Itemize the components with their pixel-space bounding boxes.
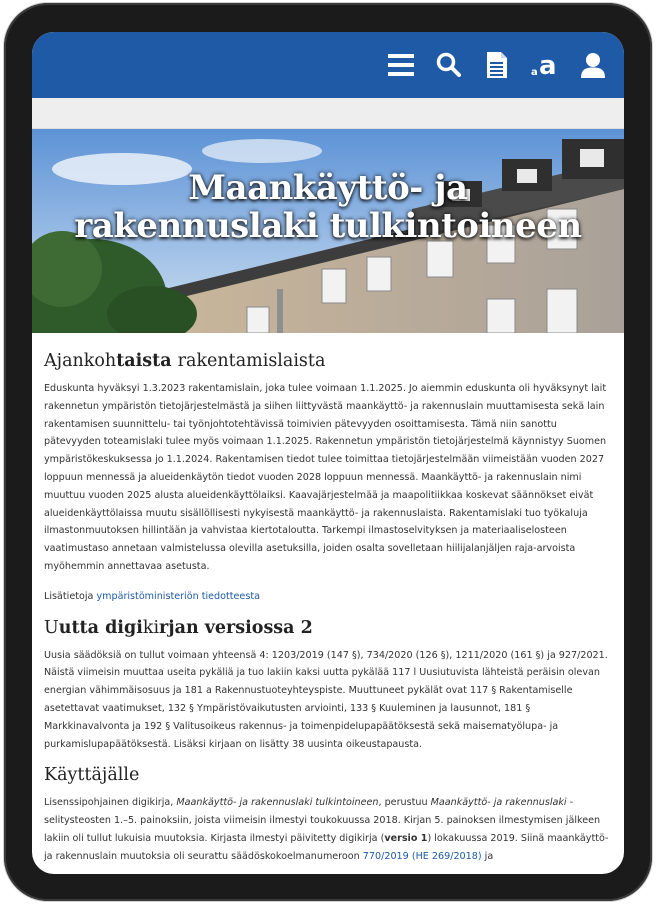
news-heading: Ajankohtaista rakentamislaista bbox=[44, 351, 326, 371]
version-heading: Uutta digikirjan versiossa 2 bbox=[44, 617, 313, 638]
tablet-screen bbox=[32, 32, 624, 874]
font-size-icon bbox=[530, 52, 560, 78]
statute-770-2019-link[interactable]: 770/2019 bbox=[362, 850, 409, 862]
search-icon bbox=[436, 52, 462, 78]
main-content bbox=[32, 333, 624, 866]
hero-title bbox=[32, 169, 624, 245]
he-269-2018-link[interactable]: (HE 269/2018) bbox=[411, 850, 482, 862]
document-list-icon bbox=[485, 51, 509, 79]
hero-title-line-2: rakennuslaki tulkintoineen bbox=[74, 206, 582, 246]
svg-text:a: a bbox=[539, 52, 557, 78]
font-size-button[interactable] bbox=[526, 45, 564, 85]
svg-text:a: a bbox=[531, 67, 538, 78]
menu-button[interactable] bbox=[382, 45, 420, 85]
search-button[interactable] bbox=[430, 45, 468, 85]
users-body: Lisenssipohjainen digikirja, Maankäyttö- ja rakennuslaki tulkintoineen, perustuu Maankäyttö- ja rakennuslaki -selitysteosten 1.–5. painoksiin, joista viimeisin ilmestyi toukokuussa 2018. Kirjan 5. painoksen ilmestymisen jälkeen lakiin oli tullut lukuisia muutoksia. Kirjasta ilmestyi päivitetty digikirja (versio 1) lokakuussa 2019. Siinä maankäyttö- ja rakennuslain muutoksia oli seurattu säädöskokoelmanumeroon 770/2019 (HE 269/2018) ja bbox=[44, 797, 609, 862]
news-more-info: Lisätietoja ympäristöministeriön tiedotteesta bbox=[44, 590, 260, 602]
secondary-bar bbox=[32, 98, 624, 129]
top-toolbar bbox=[32, 32, 624, 98]
user-button[interactable] bbox=[574, 45, 612, 85]
ministry-press-release-link[interactable]: ympäristöministeriön tiedotteesta bbox=[96, 590, 260, 602]
news-body: Eduskunta hyväksyi 1.3.2023 rakentamislain, joka tulee voimaan 1.1.2025. Jo aiemmin eduskunta oli hyväksynyt lait rakennetun ympäristön tietojärjestelmästä ja siihen liittyvästä maankäyttö- ja rakennuslain muuttamisesta sekä lain rakentamisen suunnittelu- tai työnjohtotehtävissä toimivien pätevyyden osoittamisesta. Tämä niin sanottu pätevyyden toteamislaki tulee myös voimaan 1.1.2025. Rakennetun ympäristön tietojärjestelmä käynnistyy Suomen ympäristökeskuksessa jo 1.1.2024. Rakentamisen tiedot tulee toimittaa tietojärjestelmään viimeistään vuoden 2027 loppuun mennessä ja alueidenkäytön tiedot vuoden 2028 loppuun mennessä. Maankäyttö- ja rakennuslain nimi muuttuu vuoden 2025 alusta alueidenkäyttölaiksi. Kaavajärjestelmää ja maapolitiikkaa koskevat säännökset eivät alueidenkäyttölaissa muutu sisällöllisesti nykyisestä maankäyttö- ja rakennuslaista. Rakentamislaki tuo työkaluja ilmastonmuutoksen hillintään ja vahvistaa kiertotaloutta. Tarkempi ilmastoselvityksen ja materiaaliselosteen vaatimustaso annetaan valmistelussa olevilla asetuksilla, joiden osalta sovelletaan hiilijalanjäljen raja-arvoista myöhemmin annettavaa asetusta. bbox=[44, 383, 607, 572]
version-body: Uusia säädöksiä on tullut voimaan yhteensä 4: 1203/2019 (147 §), 734/2020 (126 §), 1211/2020 (161 §) ja 927/2021. Näistä viimeisin muuttaa useita pykäliä ja tuo lakiin kaksi uutta pykälää 117 l Uusiutuvista lähteistä peräisin olevan energian vähimmäisosuus ja 181 a Rakennustuoteyhteyspiste. Muuttuneet pykälät ovat 117 § Rakentamiselle asetettavat vaatimukset, 132 § Ympäristövaikutusten arviointi, 133 § Kuuleminen ja lausunnot, 181 § Markkinavalvonta ja 192 § Valitusoikeus rakennus- ja toimenpidelupapäätöksestä sekä maisematyölupa- ja purkamislupapäätöksestä. Lisäksi kirjaan on lisätty 38 uusinta oikeustapausta. bbox=[44, 649, 608, 750]
table-of-contents-button[interactable] bbox=[478, 45, 516, 85]
users-heading: Käyttäjälle bbox=[44, 765, 140, 786]
hero-banner bbox=[32, 129, 624, 333]
hero-title-line-1: Maankäyttö- ja bbox=[188, 168, 468, 208]
user-icon bbox=[580, 52, 606, 78]
tablet-frame bbox=[4, 3, 652, 901]
hamburger-menu-icon bbox=[387, 53, 415, 77]
